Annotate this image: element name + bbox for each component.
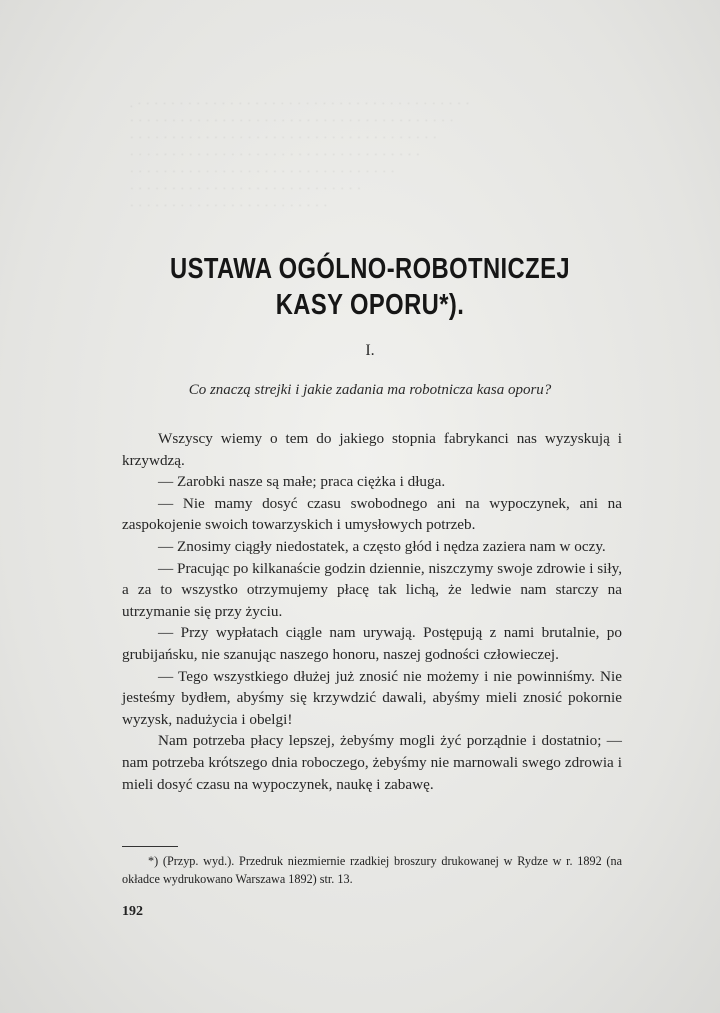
footnote: *) (Przyp. wyd.). Przedruk niezmiernie rzadkiej broszury drukowanej w Rydze w r. 1892 (na okładce wydrukowano Warszawa 1892) str. 13. <box>122 854 622 886</box>
section-number: I. <box>365 342 375 359</box>
body-text <box>122 428 622 795</box>
paragraph: — Pracując po kilkanaście godzin dziennie, niszczymy swoje zdrowie i siły, a za to wszystko otrzymujemy płacę tak lichą, że ledwie nam starczy na utrzymanie się przy życiu. <box>122 559 622 620</box>
paragraph: — Nie mamy dosyć czasu swobodnego ani na wypoczynek, ani na zaspokojenie swoich towarzyskich i umysłowych potrzeb. <box>122 494 622 534</box>
footnote-divider <box>122 846 178 847</box>
document-title-line-1: USTAWA OGÓLNO-ROBOTNICZEJ <box>170 253 570 285</box>
paragraph: — Znosimy ciągły niedostatek, a często głód i nędza zaziera nam w oczy. <box>158 537 606 555</box>
page-number: 192 <box>122 904 143 919</box>
paragraph: — Zarobki nasze są małe; praca ciężka i długa. <box>158 473 446 491</box>
paragraph: — Przy wypłatach ciągle nam urywają. Postępują z nami brutalnie, po grubijańsku, nie szanując naszego honoru, naszej godności człowieczej. <box>122 624 622 663</box>
document-title-line-2: KASY OPORU*). <box>275 289 465 321</box>
paragraph: Nam potrzeba płacy lepszej, żebyśmy mogli żyć porządnie i dostatnio; — nam potrzeba krótszego dnia roboczego, żebyśmy nie marnowali swego zdrowia i mieli dosyć czasu na wypoczynek, naukę i zabawę. <box>122 732 622 793</box>
bleed-through-text: . · · · · · · · · · · · · · · · · · · · · · · · · · · · · · · · · · · · · · · · · · · · · · · · · · · · · · · · · · · · · · · · · · · · · · · · · · · · · · · · · · · · · · · · · · · · · · · · · · · · · · · · · · · · · · · · · · · · · · · · · · · · · · · · · · · · · · · · · · · · · · · · · · · · · · · · · · · · · · · · · · · · · · · · · · · · · · · · · · · · · · · · · · · · · · · · · · · · · · · · · · · · · · · · · · · · · · · · · · · · · · · · · · · · · · · · · · · · <box>130 98 471 212</box>
paragraph: Wszyscy wiemy o tem do jakiego stopnia fabrykanci nas wyzyskują i krzywdzą. <box>122 430 622 469</box>
paragraph: — Tego wszystkiego dłużej już znosić nie możemy i nie powinniśmy. Nie jesteśmy bydłem, abyśmy się krzywdzić dawali, abyśmy mieli znosić pokornie wyzysk, nadużycia i obelgi! <box>122 667 622 728</box>
section-subtitle: Co znaczą strejki i jakie zadania ma robotnicza kasa oporu? <box>188 382 552 398</box>
